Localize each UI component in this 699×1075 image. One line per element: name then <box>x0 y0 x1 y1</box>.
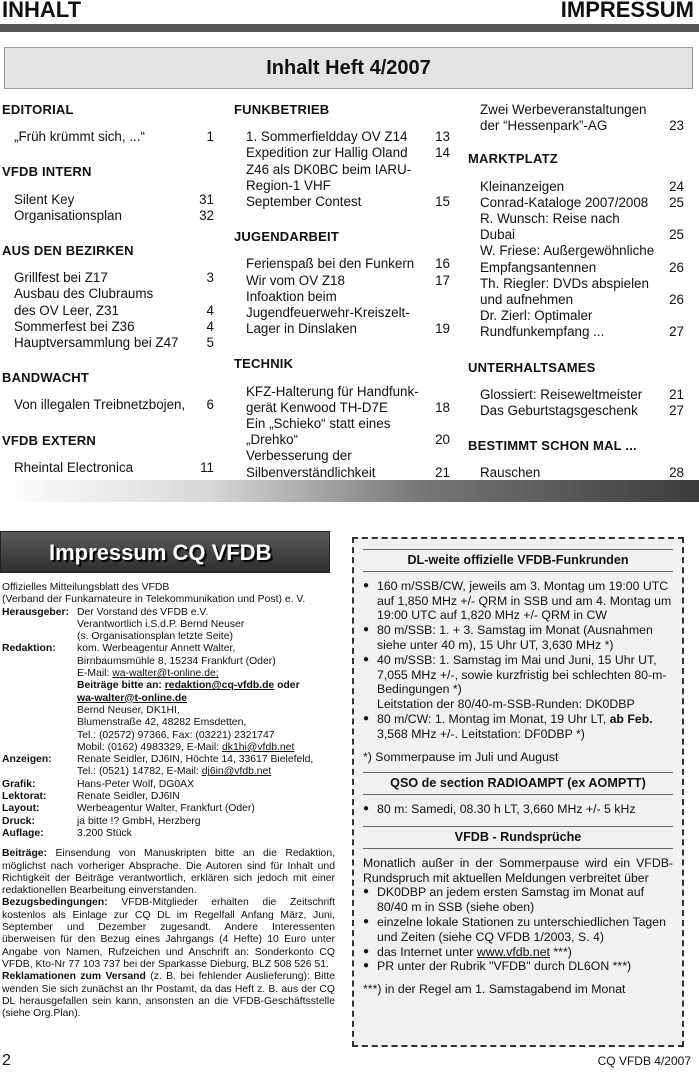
toc-entry-title: „Drehko“ <box>246 432 299 448</box>
toc-entry <box>234 273 450 289</box>
toc-entry <box>468 308 684 340</box>
credit-value: Tel.: (0521) 14782, E-Mail: <box>77 766 202 778</box>
toc-entry <box>234 256 450 272</box>
credit-key: Anzeigen: <box>2 754 52 766</box>
toc-entry-page: 5 <box>206 335 214 351</box>
toc-entry-title: W. Friese: Außergewöhnliche <box>480 243 655 259</box>
toc-entry <box>2 460 214 476</box>
toc-entry <box>2 129 214 145</box>
paragraph-text: (z. B. bei fehlender Auslieferung): Bitte wenden Sie sich zunächst an Ihr Postamt, da das Heft z. B. aus der CQ DL herausgefallen sein kann, ansonsten an die VFDB-Geschäftsstelle (siehe Org.Plan). <box>2 971 335 1020</box>
list-item <box>363 712 673 742</box>
email-link[interactable]: wa-walter@t-online.de <box>77 692 188 704</box>
list-item-text: 3,568 MHz +/-. Leitstation: DF0DBP *) <box>377 726 585 741</box>
toc-section-heading: BANDWACHT <box>2 370 90 386</box>
toc-section <box>2 370 214 413</box>
toc-entry-page: 18 <box>435 399 450 415</box>
toc-entry-title: Kleinanzeigen <box>480 178 565 194</box>
toc-entry-page: 3 <box>206 270 214 286</box>
toc-entry-title: Ein „Schieko“ statt eines <box>246 416 391 432</box>
credit-value: Renate Seidler, DJ6IN, Höchte 14, 33617 Bielefeld, <box>77 754 314 766</box>
toc-entry <box>234 162 450 211</box>
toc-section-heading: BESTIMMT SCHON MAL ... <box>468 438 637 454</box>
toc-entry-title: September Contest <box>246 194 362 210</box>
credit-key: Druck: <box>2 815 35 827</box>
credit-value: Tel.: (02572) 97366, Fax: (03221) 2321747 <box>77 729 275 741</box>
toc-entry <box>2 286 214 318</box>
paragraph-label: Beiträge: <box>2 848 48 860</box>
list-item: ● DK0DBP an jedem ersten Samstag im Monat auf 80/40 m in SSB (siehe oben) <box>363 885 673 915</box>
toc-entry-page: 11 <box>200 459 214 475</box>
toc-entry-page: 23 <box>669 118 684 134</box>
credit-value: kom. Werbeagentur Annett Walter, <box>77 643 236 655</box>
toc-entry-title: und aufnehmen <box>480 292 574 308</box>
toc-title: Inhalt Heft 4/2007 <box>4 47 693 89</box>
toc-entry-title: Zwei Werbeveranstaltungen <box>480 102 647 117</box>
paragraph-complaints <box>2 971 335 1020</box>
credit-key: Lektorat: <box>2 791 47 803</box>
toc-section-heading: JUGENDARBEIT <box>234 229 339 245</box>
toc-column-1 <box>2 102 214 495</box>
toc-entry-title: Region-1 VHF <box>246 177 331 193</box>
toc-section <box>2 164 214 224</box>
toc-column-3 <box>468 102 684 501</box>
toc-entry-title: Das Geburtstagsgeschenk <box>480 403 638 419</box>
credit-value: Hans-Peter Wolf, DG0AX <box>77 778 195 790</box>
credit-key: Grafik: <box>2 778 36 790</box>
toc-entry-page: 27 <box>669 403 684 419</box>
toc-entry-title: Silent Key <box>14 191 75 207</box>
toc-entry-title: Infoaktion beim <box>246 288 337 304</box>
toc-entry-title: Th. Riegler: DVDs abspielen <box>480 275 649 291</box>
toc-entry <box>2 319 214 335</box>
list-item: ● 80 m: Samedi, 08.30 h LT, 3,660 MHz +/- 5 kHz <box>363 802 673 817</box>
credit-value: E-Mail: <box>77 668 113 680</box>
toc-entry-page: 27 <box>669 324 684 340</box>
credit-value: Renate Seidler, DJ6IN <box>77 791 180 803</box>
paragraph-label: Reklamationen zum Versand <box>2 971 146 983</box>
footnote: ***) in der Regel am 1. Samstagabend im Monat <box>363 982 626 997</box>
credit-value: Verantwortlich i.S.d.P. Bernd Neuser <box>77 618 245 630</box>
section-heading: QSO de section RADIOAMPT (ex AOMPTT) <box>363 772 673 795</box>
paragraph-label: Bezugsbedingungen: <box>2 897 108 909</box>
footnote: *) Sommerpause im Juli und August <box>363 749 559 764</box>
list-item <box>363 653 673 712</box>
toc-entry-page: 1 <box>206 129 214 145</box>
toc-entry-page: 16 <box>435 256 450 272</box>
list-item-text: ***) <box>549 944 572 959</box>
toc-entry <box>234 289 450 338</box>
toc-section <box>2 433 214 476</box>
toc-entry-page: 15 <box>435 194 450 210</box>
toc-entry <box>2 270 214 286</box>
header-rule <box>0 24 699 32</box>
toc-entry-title: der “Hessenpark”-AG <box>480 118 608 134</box>
toc-entry <box>2 208 214 224</box>
credit-value: (s. Organisationsplan letzte Seite) <box>77 631 233 643</box>
list-item <box>363 945 673 960</box>
page-number: 2 <box>2 1052 11 1069</box>
toc-entry-title: Rundfunkempfang ... <box>480 324 605 340</box>
toc-entry-page: 19 <box>435 321 450 337</box>
toc-entry <box>468 403 684 419</box>
toc-entry-page: 21 <box>435 464 450 480</box>
credit-key: Auflage: <box>2 827 44 839</box>
paragraph-text: VFDB-Mitglieder erhalten die Zeitschrift kostenlos als Einlage zur CQ DL im Regelfall Anfang März, Juni, September und Dezember zugesandt. Andere Interessenten überweisen für den Bezug eines Jahrgangs (4 Hefte) 10 Euro unter Angabe von Namen, Rufzeichen und Anschrift an: Sonderkonto CQ VFDB, Kto-Nr 77 103 737 bei der Sparkasse Dieburg, BLZ 508 526 51. <box>2 897 335 970</box>
toc-entry-title: Hauptversammlung bei Z47 <box>14 335 179 351</box>
toc-entry-page: 31 <box>199 191 214 207</box>
toc-section <box>468 360 684 420</box>
toc-entry-page: 25 <box>669 194 684 210</box>
toc-section-heading: AUS DEN BEZIRKEN <box>2 243 134 259</box>
toc-entry <box>468 387 684 403</box>
toc-entry-title: Sommerfest bei Z36 <box>14 318 135 334</box>
email-link[interactable]: dj6in@vfdb.net <box>201 766 272 778</box>
credit-value: ja bitte !? GmbH, Herzberg <box>77 815 201 827</box>
toc-column-2 <box>234 102 450 500</box>
toc-entry <box>468 276 684 308</box>
credit-value: oder <box>274 680 300 692</box>
toc-entry-title: Wir vom OV Z18 <box>246 272 345 288</box>
toc-entry-page: 13 <box>435 129 450 145</box>
paragraph-text: Monatlich außer in der Sommerpause wird ein VFDB-Rundspruch mit aktuellen Meldungen verbreitet über <box>363 855 673 885</box>
toc-entry-page: 4 <box>206 302 214 318</box>
toc-entry-title: Expedition zur Hallig Oland <box>246 145 408 161</box>
list-item: ● einzelne lokale Stationen zu unterschiedlichen Tagen und Zeiten (siehe CQ VFDB 1/2003, S. 4) <box>363 915 673 945</box>
toc-section-heading: FUNKBETRIEB <box>234 102 330 117</box>
toc-entry-title: Empfangsantennen <box>480 259 597 275</box>
toc-section <box>2 243 214 351</box>
credit-value: Birnbaumsmühle 8, 15234 Frankfurt (Oder) <box>77 655 276 667</box>
list-item-text: das Internet unter <box>377 944 477 959</box>
toc-section <box>2 102 214 145</box>
toc-entry-title: Dr. Zierl: Optimaler <box>480 308 593 324</box>
toc-entry-title: Rauschen <box>480 465 541 481</box>
header-right: IMPRESSUM <box>560 0 694 22</box>
toc-entry-title: gerät Kenwood TH-D7E <box>246 399 388 415</box>
section-heading: VFDB - Rundsprüche <box>363 826 673 849</box>
toc-entry-title: KFZ-Halterung für Handfunk- <box>246 383 419 399</box>
rounds-list <box>363 579 673 742</box>
toc-section <box>468 438 684 481</box>
toc-entry-page: 4 <box>206 318 214 334</box>
toc-entry-title: Lager in Dinslaken <box>246 321 357 337</box>
toc-entry-title: Conrad-Kataloge 2007/2008 <box>480 194 649 210</box>
intro-line: Offizielles Mitteilungsblatt des VFDB <box>2 582 170 593</box>
list-item: ● PR unter der Rubrik "VFDB" durch DL6ON ***) <box>363 959 673 974</box>
toc-entry-page: 20 <box>435 432 450 448</box>
toc-section-heading: VFDB EXTERN <box>2 432 96 448</box>
header-left: INHALT <box>2 0 82 22</box>
radio-rounds-box <box>352 537 684 1047</box>
paragraph-text: Einsendung von Manuskripten bitte an die Redaktion, möglichst nach vorheriger Absprache. Die Autoren sind für Inhalt und Richtigkeit der Beiträge verantwortlich, erklären sich jedoch mit einer redaktionellen Bearbeitung einverstanden. <box>2 848 335 897</box>
toc-entry <box>2 397 214 413</box>
list-item-text: Leitstation der 80/40-m-SSB-Runden: DK0DBP <box>377 697 635 712</box>
toc-section <box>234 229 450 337</box>
credit-value: Blumenstraße 42, 48282 Emsdetten, <box>77 717 247 729</box>
toc-entry-title: Jugendfeuerwehr-Kreiszelt- <box>246 305 410 321</box>
toc-entry-title: Von illegalen Treibnetzbojen, <box>14 397 186 413</box>
toc-section-heading: MARKTPLATZ <box>468 151 558 167</box>
toc-entry-page: 28 <box>669 465 684 481</box>
list-item-text: 40 m/SSB: 1. Samstag im Mai und Juni, 15 Uhr UT, 7,055 MHz +/-, sowie kurzfristig bei schlechten 80-m-Bedingungen *) <box>377 652 667 697</box>
credit-value: Mobil: (0162) 4983329, E-Mail: <box>77 741 222 753</box>
credit-value: Werbeagentur Walter, Frankfurt (Oder) <box>77 803 255 815</box>
toc-section <box>234 356 450 480</box>
toc-section <box>234 102 450 210</box>
toc-entry-page: 14 <box>435 145 450 161</box>
toc-entry <box>2 192 214 208</box>
page-header <box>0 0 699 22</box>
toc-entry-title: Silbenverständlichkeit <box>246 464 376 480</box>
toc-entry-page: 26 <box>669 259 684 275</box>
toc-section <box>468 151 684 340</box>
email-link[interactable]: dk1hi@vfdb.net <box>221 741 295 753</box>
list-item-text: 80 m/CW: 1. Montag im Monat, 19 Uhr LT, <box>377 711 610 726</box>
toc-section-heading: EDITORIAL <box>2 102 74 117</box>
toc-entry <box>234 129 450 145</box>
list-item: ● 80 m/SSB: 1. + 3. Samstag im Monat (Ausnahmen siehe unter 40 m), 15 Uhr UT, 3,630 MHz *) <box>363 623 673 653</box>
broadcast-list <box>363 885 673 974</box>
toc-entry <box>468 243 684 275</box>
toc-entry-title: Z46 als DK0BC beim IARU- <box>246 161 412 177</box>
paragraph-subscription <box>2 897 335 971</box>
toc-entry-title: Ausbau des Clubraums <box>14 286 154 302</box>
toc-entry <box>468 195 684 211</box>
credit-key: Layout: <box>2 803 40 815</box>
credits-table <box>2 607 313 841</box>
separator-bar <box>0 480 699 502</box>
intro-line: (Verband der Funkamateure in Telekommunikation und Post) e. V. <box>2 594 306 606</box>
paragraph-contributions <box>2 848 335 897</box>
toc-entry-page: 6 <box>206 397 214 413</box>
credit-value: Bernd Neuser, DK1HI, <box>77 704 180 716</box>
toc-entry <box>234 416 450 448</box>
toc-entry-title: R. Wunsch: Reise nach Dubai <box>480 211 620 243</box>
email-link[interactable]: wa-walter@t-online.de; <box>112 668 219 680</box>
toc-section-heading: VFDB INTERN <box>2 164 92 180</box>
toc-entry-title: 1. Sommerfieldday OV Z14 <box>246 129 408 145</box>
toc-entry-title: Glossiert: Reiseweltmeister <box>480 386 643 402</box>
toc-entry <box>468 211 684 243</box>
impressum-title: Impressum CQ VFDB <box>0 531 330 573</box>
list-item: ● 160 m/SSB/CW, jeweils am 3. Montag um 19:00 UTC auf 1,850 MHz +/- QRM in SSB und am 4. Montag um 19:00 UTC auf 1,820 MHz +/- QRM in CW <box>363 579 673 623</box>
toc-entry-title: Grillfest bei Z17 <box>14 270 108 286</box>
issue-label: CQ VFDB 4/2007 <box>597 1054 691 1068</box>
toc-entry-title: Verbesserung der <box>246 448 352 464</box>
toc-entry-page: 21 <box>669 386 684 402</box>
impressum-body <box>2 582 335 1020</box>
section-heading: DL-weite offizielle VFDB-Funkrunden <box>363 549 673 572</box>
credit-key: Herausgeber: <box>2 606 69 618</box>
toc-entry <box>234 448 450 480</box>
credit-key: Redaktion: <box>2 643 56 655</box>
page-footer <box>0 1052 699 1072</box>
toc-entry-title: „Früh krümmt sich, ...“ <box>14 129 145 145</box>
toc-entry-page: 17 <box>435 272 450 288</box>
toc-entry <box>468 179 684 195</box>
section-list <box>363 802 673 817</box>
toc-entry <box>468 102 684 134</box>
toc-entry-page: 32 <box>199 207 214 223</box>
toc-entry-title: Ferienspaß bei den Funkern <box>246 256 415 272</box>
toc-entry-title: Rheintal Electronica <box>14 459 134 475</box>
toc-section-heading: UNTERHALTSAMES <box>468 359 596 375</box>
toc-entry-title: des OV Leer, Z31 <box>14 302 119 318</box>
toc-entry-page: 26 <box>669 292 684 308</box>
credit-value: Der Vorstand des VFDB e.V. <box>77 606 209 618</box>
toc-entry <box>234 145 450 161</box>
toc-entry <box>234 384 450 416</box>
credit-value: Beiträge bitte an: <box>77 680 165 692</box>
toc-entry-title: Organisationsplan <box>14 207 122 223</box>
toc-section-heading: TECHNIK <box>234 356 294 372</box>
toc-entry-page: 25 <box>669 227 684 243</box>
toc-entry <box>2 335 214 351</box>
list-item-text: ab Feb. <box>609 711 653 726</box>
email-link[interactable]: redaktion@cq-vfdb.de <box>164 680 275 692</box>
toc-entry-page: 24 <box>669 178 684 194</box>
credit-value: 3.200 Stück <box>77 827 132 839</box>
web-link[interactable]: www.vfdb.net <box>476 944 550 959</box>
